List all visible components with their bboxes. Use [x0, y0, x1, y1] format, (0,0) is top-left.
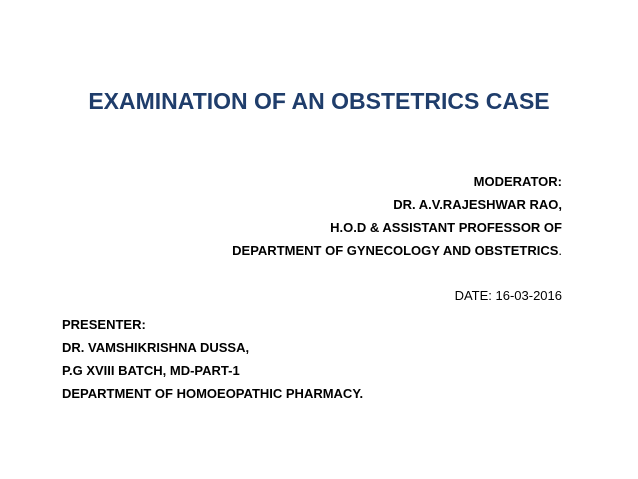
moderator-heading: MODERATOR:	[473, 174, 562, 189]
presenter-block	[62, 313, 363, 405]
presenter-name: DR. VAMSHIKRISHNA DUSSA,	[62, 340, 250, 355]
moderator-block	[232, 170, 562, 262]
presenter-department: DEPARTMENT OF HOMOEOPATHIC PHARMACY.	[62, 386, 364, 401]
presenter-batch: P.G XVIII BATCH, MD-PART-1	[62, 363, 240, 378]
moderator-position: H.O.D & ASSISTANT PROFESSOR OF	[330, 220, 562, 235]
date-text: DATE: 16-03-2016	[454, 288, 562, 303]
moderator-name: DR. A.V.RAJESHWAR RAO,	[393, 197, 562, 212]
moderator-department-period: .	[558, 243, 562, 258]
presenter-heading: PRESENTER:	[62, 317, 146, 332]
moderator-department-line	[232, 239, 562, 262]
moderator-department: DEPARTMENT OF GYNECOLOGY AND OBSTETRICS	[232, 243, 559, 258]
slide-title: EXAMINATION OF AN OBSTETRICS CASE	[88, 88, 550, 114]
